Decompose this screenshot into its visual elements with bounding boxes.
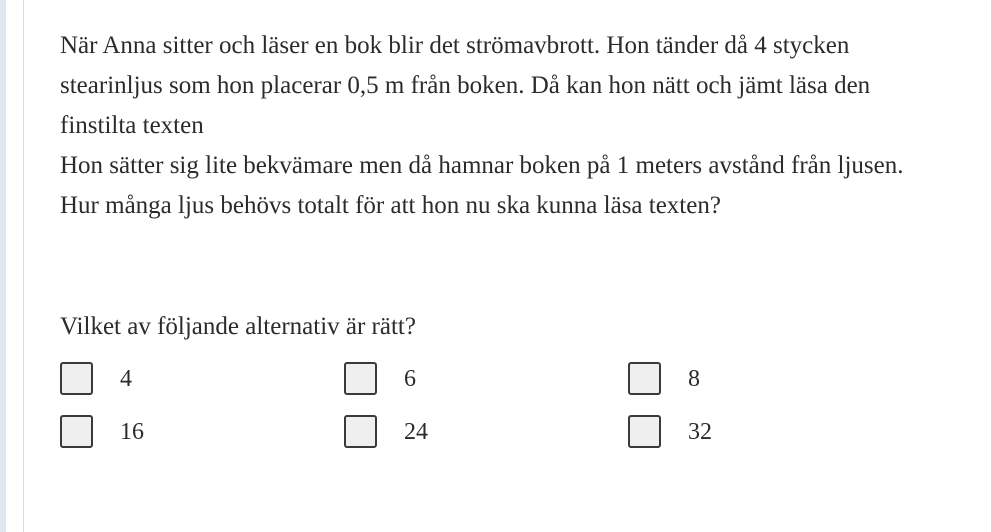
option-checkbox[interactable] (628, 415, 661, 448)
option-4[interactable] (60, 362, 344, 415)
option-checkbox[interactable] (628, 362, 661, 395)
question-body (60, 26, 940, 226)
option-16[interactable] (60, 415, 344, 468)
option-checkbox[interactable] (60, 415, 93, 448)
options-row-1 (60, 362, 960, 415)
option-24[interactable] (344, 415, 628, 468)
option-checkbox[interactable] (60, 362, 93, 395)
question-paragraph-3: Hur många ljus behövs totalt för att hon nu ska kunna läsa texten? (60, 192, 721, 219)
option-checkbox[interactable] (344, 362, 377, 395)
option-8[interactable] (628, 362, 912, 415)
option-label: 24 (404, 419, 428, 445)
left-border-strip (0, 0, 24, 532)
options-row-2 (60, 415, 960, 468)
question-text (60, 26, 940, 226)
option-6[interactable] (344, 362, 628, 415)
option-label: 8 (688, 366, 700, 392)
option-label: 16 (120, 419, 144, 445)
option-label: 32 (688, 419, 712, 445)
option-label: 6 (404, 366, 416, 392)
question-paragraph-2: Hon sätter sig lite bekvämare men då hamnar boken på 1 meters avstånd från ljusen. (60, 152, 904, 179)
option-32[interactable] (628, 415, 912, 468)
option-label: 4 (120, 366, 132, 392)
answer-prompt: Vilket av följande alternativ är rätt? (60, 313, 416, 340)
answer-options (60, 362, 960, 468)
question-paragraph-1: När Anna sitter och läser en bok blir det strömavbrott. Hon tänder då 4 stycken stearinljus som hon placerar 0,5 m från boken. Då kan hon nätt och jämt läsa den finstilta texten (60, 32, 871, 139)
option-checkbox[interactable] (344, 415, 377, 448)
